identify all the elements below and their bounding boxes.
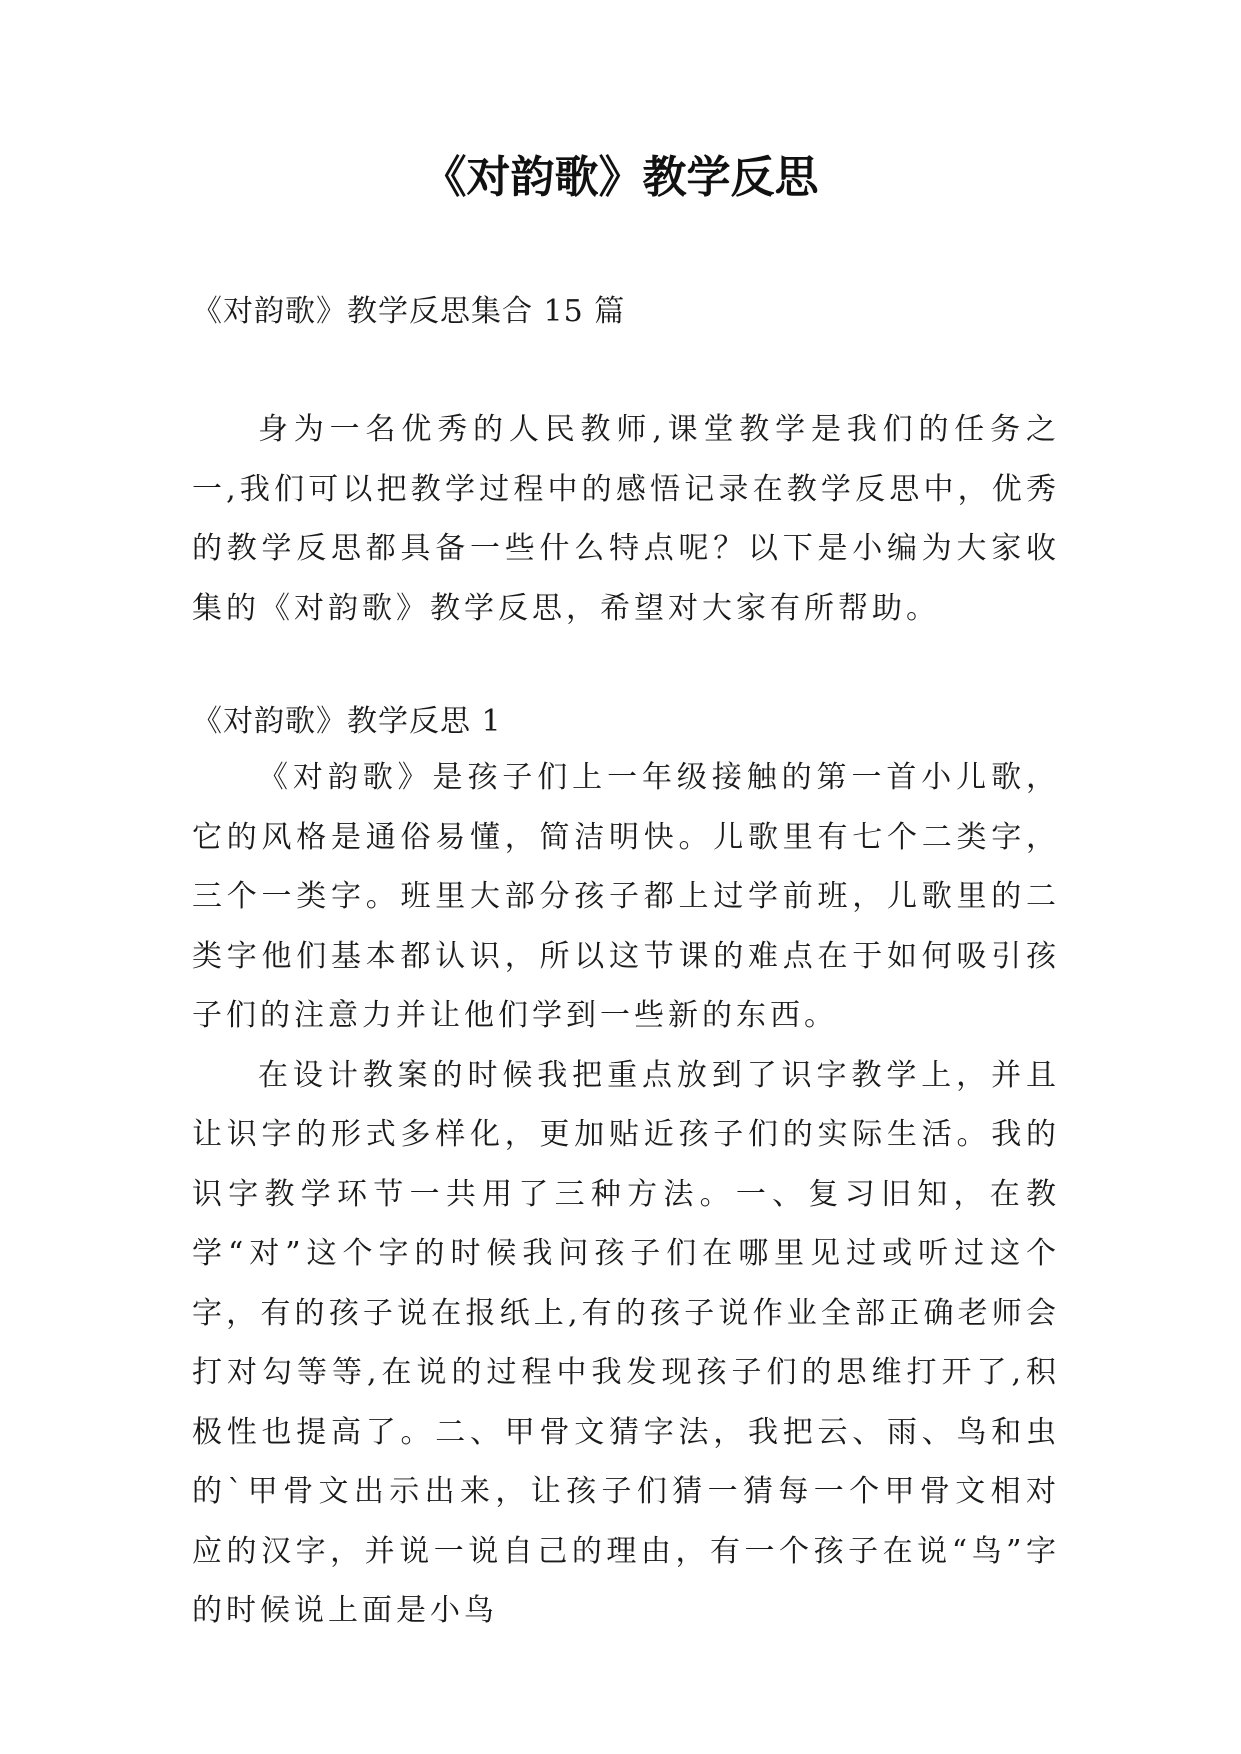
body-paragraph: 在设计教案的时候我把重点放到了识字教学上，并且让识字的形式多样化，更加贴近孩子们的实际生活。我的识字教学环节一共用了三种方法。一、复习旧知，在教学“对”这个字的时候我问孩子们在哪里见过或听过这个字，有的孩子说在报纸上,有的孩子说作业全部正确老师会打对勾等等,在说的过程中我发现孩子们的思维打开了,积极性也提高了。二、甲骨文猜字法，我把云、雨、鸟和虫的`甲骨文出示出来，让孩子们猜一猜每一个甲骨文相对应的汉字，并说一说自己的理由，有一个孩子在说“鸟”字的时候说上面是小鸟 — [192, 1057, 1060, 1628]
intro-block — [192, 400, 1060, 638]
section-body — [192, 748, 1060, 1641]
intro-paragraph: 身为一名优秀的人民教师,课堂教学是我们的任务之一,我们可以把教学过程中的感悟记录在教学反思中，优秀的教学反思都具备一些什么特点呢？以下是小编为大家收集的《对韵歌》教学反思，希望对大家有所帮助。 — [192, 412, 1060, 626]
page-title: 《对韵歌》教学反思 — [422, 152, 819, 203]
body-paragraph: 《对韵歌》是孩子们上一年级接触的第一首小儿歌，它的风格是通俗易懂，简洁明快。儿歌里有七个二类字，三个一类字。班里大部分孩子都上过学前班，儿歌里的二类字他们基本都认识，所以这节课的难点在于如何吸引孩子们的注意力并让他们学到一些新的东西。 — [192, 760, 1060, 1033]
document-subtitle: 《对韵歌》教学反思集合 15 篇 — [192, 294, 626, 329]
section-heading: 《对韵歌》教学反思 1 — [192, 704, 502, 739]
section-heading-block — [192, 700, 1060, 744]
